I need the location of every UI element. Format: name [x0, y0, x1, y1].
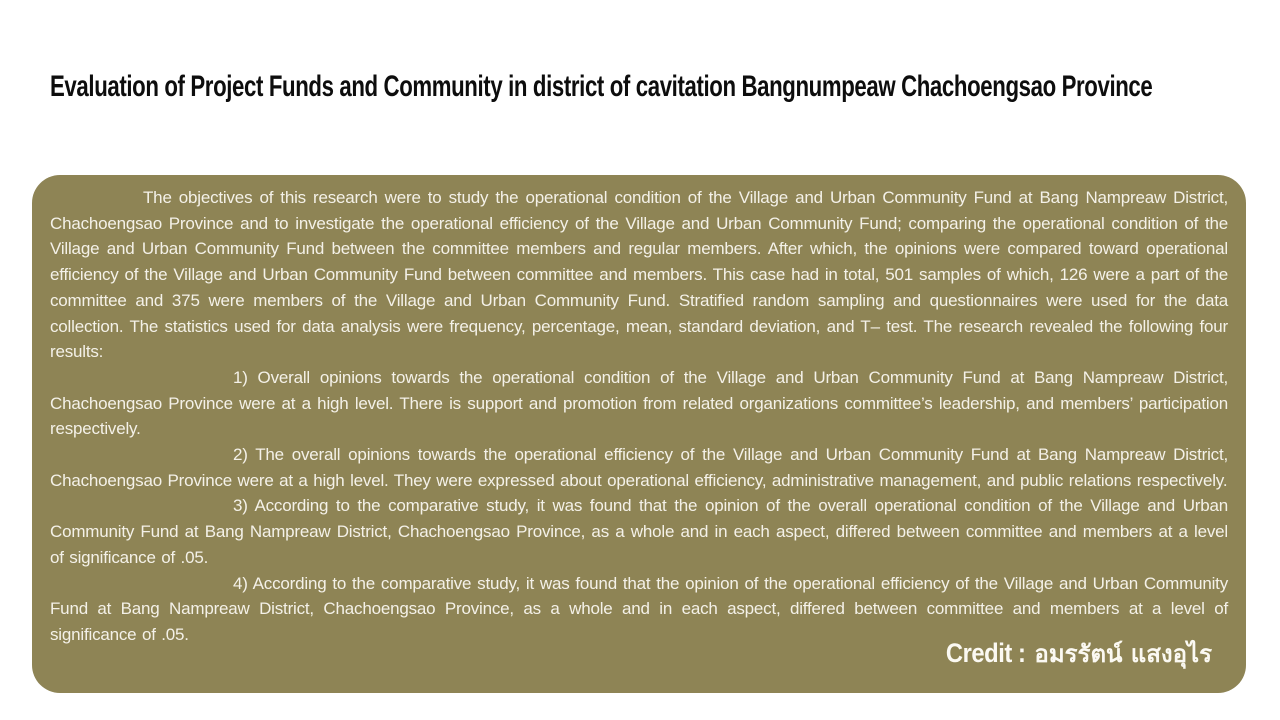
- abstract-paragraph-result-4: 4) According to the comparative study, it was found that the opinion of the operational efficiency of the Village and Urban Community Fund at Bang Nampreaw District, Chachoengsao Province, as a whole and in each aspect, differed between committee and members at a level of significance of .05.: [50, 573, 1228, 644]
- credit-author-name: อมรรัตน์ แสงอุไร: [1034, 640, 1212, 668]
- credit-label: Credit :: [945, 638, 1026, 668]
- abstract-card: [32, 175, 1246, 693]
- abstract-paragraph-result-1: 1) Overall opinions towards the operational condition of the Village and Urban Community Fund at Bang Nampreaw District, Chachoengsao Province were at a high level. There is support and promotion from related organizations committee’s leadership, and members’ participation respectively.: [50, 367, 1228, 439]
- abstract-paragraph-lead: The objectives of this research were to study the operational condition of the Village and Urban Community Fund at Bang Nampreaw District, Chachoengsao Province and to investigate the operational efficiency of the Village and Urban Community Fund; comparing the operational condition of the Village and Urban Community Fund between the committee members and regular members. After which, the opinions were compared toward operational efficiency of the Village and Urban Community Fund between committee and members. This case had in total, 501 samples of which, 126 were a part of the committee and 375 were members of the Village and Urban Community Fund. Stratified random sampling and questionnaires were used for the data collection. The statistics used for data analysis were frequency, percentage, mean, standard deviation, and T– test. The research revealed the following four results:: [50, 188, 1228, 362]
- page-title: Evaluation of Project Funds and Community in district of cavitation Bangnumpeaw Chachoengsao Province: [50, 70, 1153, 103]
- abstract-paragraph-result-3: 3) According to the comparative study, it was found that the opinion of the overall operational condition of the Village and Urban Community Fund at Bang Nampreaw District, Chachoengsao Province, as a whole and in each aspect, differed between committee and members at a level of significance of .05.: [50, 496, 1228, 567]
- credit-line: [935, 634, 1212, 673]
- abstract-text: [50, 185, 1228, 648]
- abstract-paragraph-result-2: 2) The overall opinions towards the operational efficiency of the Village and Urban Community Fund at Bang Nampreaw District, Chachoengsao Province were at a high level. They were expressed about operational efficiency, administrative management, and public relations respectively.: [50, 445, 1228, 490]
